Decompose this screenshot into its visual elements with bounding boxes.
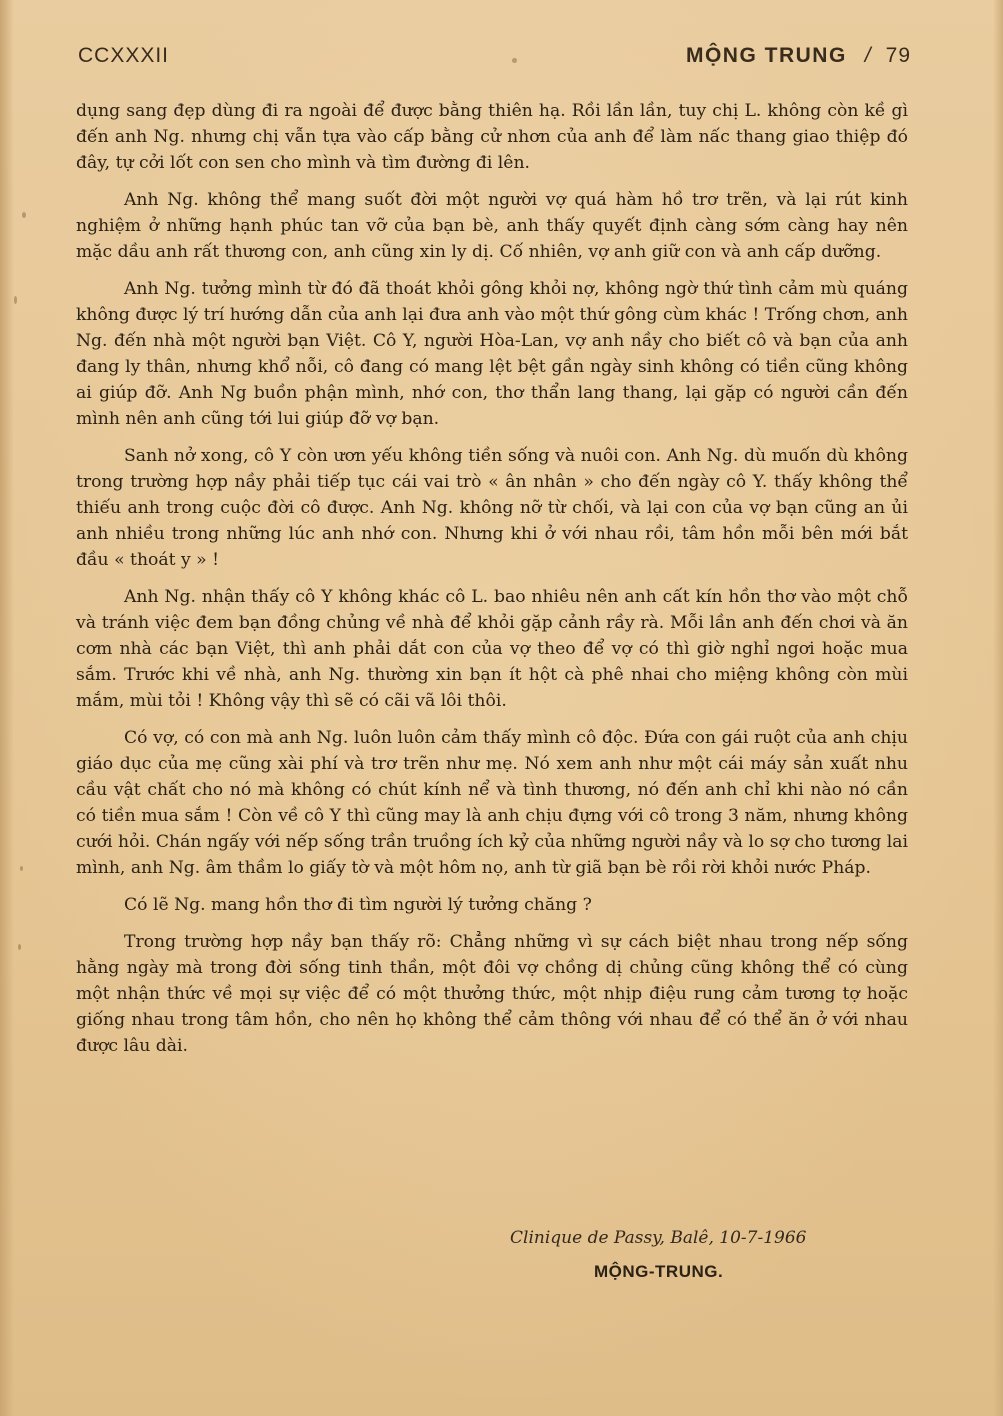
signature-place-date: Clinique de Passy, Balê, 10-7-1966 [510, 1228, 807, 1248]
paragraph: Có vợ, có con mà anh Ng. luôn luôn cảm thấy mình cô độc. Đứa con gái ruột của anh chịu giáo dục của mẹ cũng xài phí và trơ trẽn như mẹ. Nó xem anh như một cái máy sản xuất nhu cầu vật chất cho nó mà không có chút kính nể và tình thương, nó đến anh chỉ khi nào nó cần có tiền mua sắm ! Còn về cô Y thì cũng may là anh chịu đựng với cô trong 3 năm, nhưng không cưới hỏi. Chán ngấy với nếp sống trần truồng ích kỷ của những người nầy và lo sợ cho tương lai mình, anh Ng. âm thầm lo giấy tờ và một hôm nọ, anh từ giã bạn bè rồi rời khỏi nước Pháp. [76, 728, 908, 878]
paragraph: dụng sang đẹp dùng đi ra ngoài để được bằng thiên hạ. Rồi lần lần, tuy chị L. không còn kề gì đến anh Ng. nhưng chị vẫn tựa vào cấp bằng cử nhơn của anh để làm nấc thang giao thiệp đó đây, tự cởi lốt con sen cho mình và tìm đường đi lên. [76, 101, 908, 173]
paragraph: Anh Ng. tưởng mình từ đó đã thoát khỏi gông khỏi nợ, không ngờ thứ tình cảm mù quáng không được lý trí hướng dẫn của anh lại đưa anh vào một thứ gông cùm khác ! Trống chơn, anh Ng. đến nhà một người bạn Việt. Cô Y, người Hòa-Lan, vợ anh nầy cho biết cô và bạn của anh đang ly thân, nhưng khổ nỗi, cô đang có mang lệt bệt gần ngày sinh không có tiền cũng không ai giúp đỡ. Anh Ng buồn phận mình, nhớ con, thơ thẩn lang thang, lại gặp có người cần đến mình nên anh cũng tới lui giúp đỡ vợ bạn. [76, 279, 908, 429]
paragraph: Anh Ng. không thể mang suốt đời một người vợ quá hàm hồ trơ trẽn, và lại rút kinh nghiệm ở những hạnh phúc tan vỡ của bạn bè, anh thấy quyết định càng sớm càng hay nên mặc dầu anh rất thương con, anh cũng xin ly dị. Cố nhiên, vợ anh giữ con và anh cấp dưỡng. [76, 190, 908, 262]
issue-folio: CCXXXII [78, 44, 170, 67]
page-number: 79 [885, 44, 911, 67]
paper-speck [20, 866, 23, 871]
article-body [76, 98, 908, 1070]
paragraph: Có lẽ Ng. mang hồn thơ đi tìm người lý tưởng chăng ? [124, 895, 592, 915]
running-title: MỘNG TRUNG [685, 44, 847, 67]
paragraph: Sanh nở xong, cô Y còn ươn yếu không tiền sống và nuôi con. Anh Ng. dù muốn dù không trong trường hợp nầy phải tiếp tục cái vai trò « ân nhân » cho đến ngày cô Y. thấy không thể thiếu anh trong cuộc đời cô được. Anh Ng. không nỡ từ chối, và lại con của vợ bạn cũng an ủi anh nhiều trong những lúc anh nhớ con. Nhưng khi ở với nhau rồi, tâm hồn mỗi bên mới bắt đầu « thoát y » ! [76, 446, 908, 570]
paper-speck [14, 296, 17, 304]
paragraph: Trong trường hợp nầy bạn thấy rõ: Chẳng những vì sự cách biệt nhau trong nếp sống hằng ngày mà trong đời sống tinh thần, một đôi vợ chồng dị chủng cũng không thể có cùng một nhận thức về mọi sự việc để có một thưởng thức, một nhịp điệu rung cảm tương tợ hoặc giống nhau trong tâm hồn, cho nên họ không thể cảm thông với nhau để có thể ăn ở với nhau được lâu dài. [76, 932, 908, 1056]
page-edge-shadow-right [993, 0, 1003, 1416]
paper-speck [22, 212, 26, 218]
header-separator: / [864, 44, 872, 67]
paper-speck [512, 58, 517, 63]
paper-speck [18, 944, 21, 950]
paragraph: Anh Ng. nhận thấy cô Y không khác cô L. bao nhiêu nên anh cất kín hồn thơ vào một chỗ và tránh việc đem bạn đồng chủng về nhà để khỏi gặp cảnh rầy rà. Mỗi lần anh đến chơi và ăn cơm nhà các bạn Việt, thì anh phải dắt con của vợ theo để vợ có thì giờ nghỉ ngơi hoặc mua sắm. Trước khi về nhà, anh Ng. thường xin bạn ít hột cà phê nhai cho miệng không còn mùi mắm, mùi tỏi ! Không vậy thì sẽ có cãi vã lôi thôi. [76, 587, 908, 711]
running-header [78, 44, 911, 80]
header-right [686, 44, 911, 68]
page-edge-shadow-left [0, 0, 14, 1416]
signature-author: MỘNG-TRUNG. [594, 1262, 724, 1281]
